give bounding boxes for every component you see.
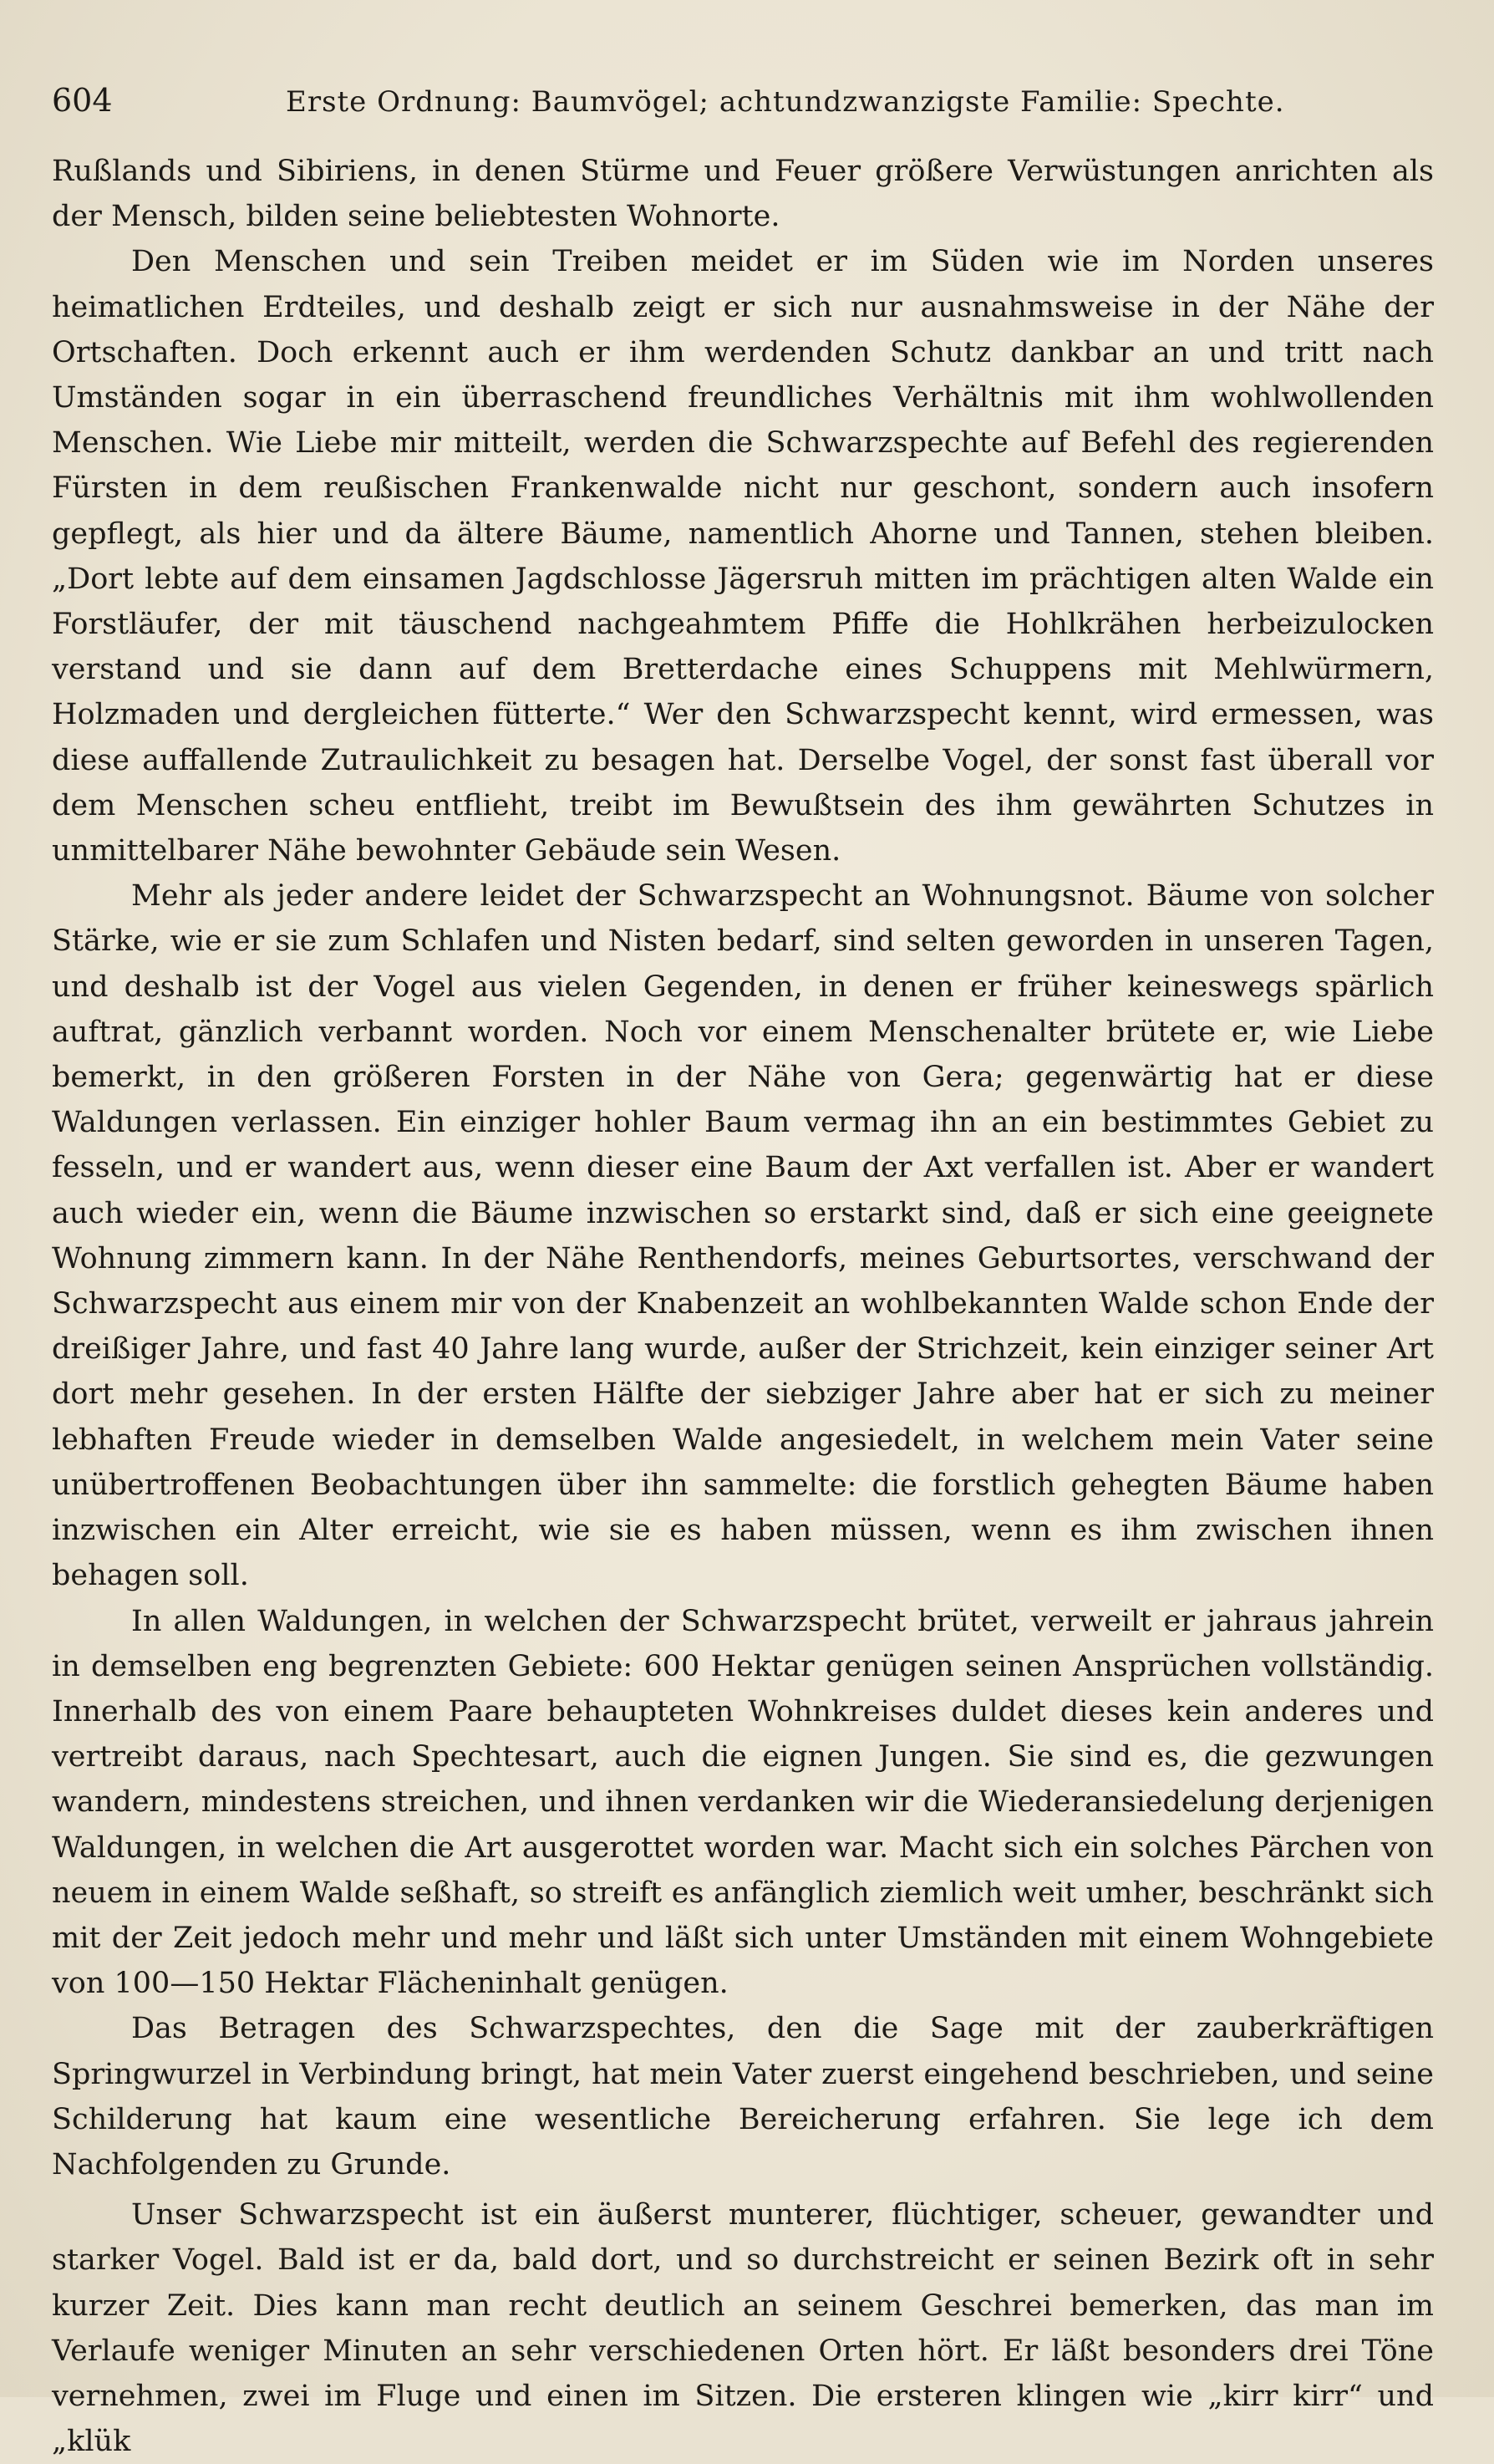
paragraph-3: Mehr als jeder andere leidet der Schwarzspecht an Wohnungsnot. Bäume von solcher Stärke, wie er sie zum Schlafen und Nisten bedarf, sind selten geworden in unseren Tagen, und deshalb ist der Vogel aus vielen Gegenden, in denen er früher keineswegs spärlich auftrat, gänzlich verbannt worden. Noch vor einem Menschenalter brütete er, wie Liebe bemerkt, in den größeren Forsten in der Nähe von Gera; gegenwärtig hat er diese Waldungen verlassen. Ein einziger hohler Baum vermag ihn an ein bestimmtes Gebiet zu fesseln, und er wandert aus, wenn dieser eine Baum der Axt verfallen ist. Aber er wandert auch wieder ein, wenn die Bäume inzwischen so erstarkt sind, daß er sich eine geeignete Wohnung zimmern kann. In der Nähe Renthendorfs, meines Geburtsortes, verschwand der Schwarzspecht aus einem mir von der Knabenzeit an wohlbekannten Walde schon Ende der dreißiger Jahre, und fast 40 Jahre lang wurde, außer der Strichzeit, kein einziger seiner Art dort mehr gesehen. In der ersten Hälfte der siebziger Jahre aber hat er sich zu meiner lebhaften Freude wieder in demselben Walde angesiedelt, in welchem mein Vater seine unübertroffenen Beobachtungen über ihn sammelte: die forstlich gehegten Bäume haben inzwischen ein Alter erreicht, wie sie es haben müssen, wenn es ihm zwischen ihnen behagen soll. <box>52 879 1434 1593</box>
page-number: 604 <box>52 82 113 119</box>
running-head: Erste Ordnung: Baumvögel; achtundzwanzigste Familie: Spechte. <box>286 85 1285 119</box>
paragraph-1: Rußlands und Sibiriens, in denen Stürme und Feuer größere Verwüstungen anrichten als der Mensch, bilden seine beliebtesten Wohnorte. <box>52 155 1434 234</box>
paragraph-6: Unser Schwarzspecht ist ein äußerst munterer, flüchtiger, scheuer, gewandter und starker Vogel. Bald ist er da, bald dort, und so durchstreicht er seinen Bezirk oft in sehr kurzer Zeit. Dies kann man recht deutlich an seinem Geschrei bemerken, das man im Verlaufe weniger Minuten an sehr verschiedenen Orten hört. Er läßt besonders drei Töne vernehmen, zwei im Fluge und einen im Sitzen. Die ersteren klingen wie „kirr kirr“ und „klük <box>52 2198 1434 2459</box>
body-text <box>52 149 1434 2464</box>
paragraph-2: Den Menschen und sein Treiben meidet er im Süden wie im Norden unseres heimatlichen Erdteiles, und deshalb zeigt er sich nur ausnahmsweise in der Nähe der Ortschaften. Doch erkennt auch er ihm werdenden Schutz dankbar an und tritt nach Umständen sogar in ein überraschend freundliches Verhältnis mit ihm wohlwollenden Menschen. Wie Liebe mir mitteilt, werden die Schwarzspechte auf Befehl des regierenden Fürsten in dem reußischen Frankenwalde nicht nur geschont, sondern auch insofern gepflegt, als hier und da ältere Bäume, namentlich Ahorne und Tannen, stehen bleiben. „Dort lebte auf dem einsamen Jagdschlosse Jägersruh mitten im prächtigen alten Walde ein Forstläufer, der mit täuschend nachgeahmtem Pfiffe die Hohlkrähen herbeizulocken verstand und sie dann auf dem Bretterdache eines Schuppens mit Mehlwürmern, Holzmaden und dergleichen fütterte.“ Wer den Schwarzspecht kennt, wird ermessen, was diese auffallende Zutraulichkeit zu besagen hat. Derselbe Vogel, der sonst fast überall vor dem Menschen scheu entflieht, treibt im Bewußtsein des ihm gewährten Schutzes in unmittelbarer Nähe bewohnter Gebäude sein Wesen. <box>52 245 1434 868</box>
page-header <box>52 82 1442 140</box>
paragraph-4: In allen Waldungen, in welchen der Schwarzspecht brütet, verweilt er jahraus jahrein in demselben eng begrenzten Gebiete: 600 Hektar genügen seinen Ansprüchen vollständig. Innerhalb des von einem Paare behaupteten Wohnkreises duldet dieses kein anderes und vertreibt daraus, nach Spechtesart, auch die eignen Jungen. Sie sind es, die gezwungen wandern, mindestens streichen, und ihnen verdanken wir die Wiederansiedelung derjenigen Waldungen, in welchen die Art ausgerottet worden war. Macht sich ein solches Pärchen von neuem in einem Walde seßhaft, so streift es anfänglich ziemlich weit umher, beschränkt sich mit der Zeit jedoch mehr und mehr und läßt sich unter Umständen mit einem Wohngebiete von 100—150 Hektar Flächeninhalt genügen. <box>52 1604 1434 2001</box>
paragraph-5: Das Betragen des Schwarzspechtes, den die Sage mit der zauberkräftigen Springwurzel in Verbindung bringt, hat mein Vater zuerst eingehend beschrieben, und seine Schilderung hat kaum eine wesentliche Bereicherung erfahren. Sie lege ich dem Nachfolgenden zu Grunde. <box>52 2012 1434 2181</box>
